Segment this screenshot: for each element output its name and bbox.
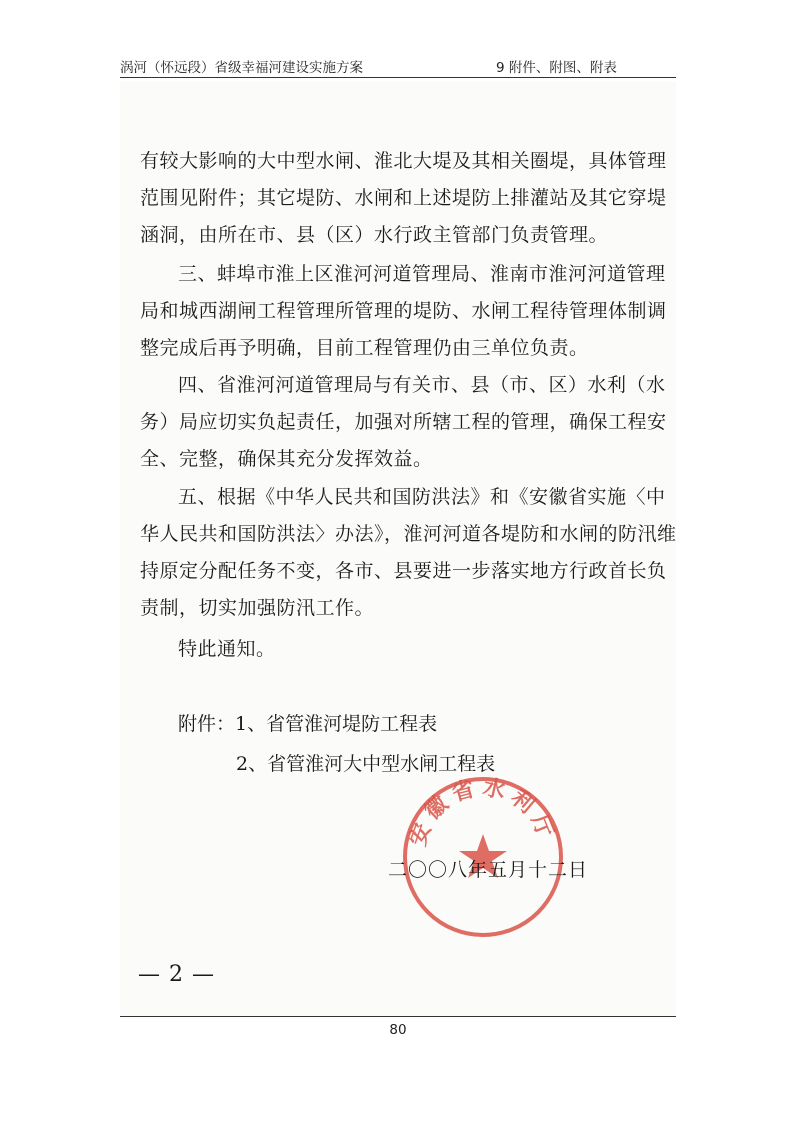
text-line: 务）局应切实负起责任，加强对所辖工程的管理，确保工程安 [140,411,667,433]
footer-page-number: 80 [389,1022,407,1038]
text-line: 五、根据《中华人民共和国防洪法》和《安徽省实施〈中 [178,486,666,508]
paragraph-management-scope [140,143,670,254]
attachment-item-1: 附件：1、省管淮河堤防工程表 [178,713,438,735]
text-line: 全、完整，确保其充分发挥效益。 [140,448,433,470]
page-header [120,54,676,76]
text-line: 局和城西湖闸工程管理所管理的堤防、水闸工程待管理体制调 [140,300,667,322]
document-date: 二〇〇八年五月十二日 [388,859,589,881]
footer-divider [120,1016,676,1017]
text-line: 持原定分配任务不变，各市、县要进一步落实地方行政首长负 [140,560,667,582]
text-line: 三、蚌埠市淮上区淮河河道管理局、淮南市淮河河道管理 [178,263,666,285]
original-page-number: — 2 — [138,962,215,987]
paragraph-item-four [140,367,670,478]
text-line: 责制，切实加强防汛工作。 [140,597,375,619]
text-line: 华人民共和国防洪法〉办法》，淮河河道各堤防和水闸的防汛维 [140,523,677,545]
seal-text-path: 安徽省水利厅 [405,775,560,850]
text-line: 四、省淮河河道管理局与有关市、县（市、区）水利（水 [178,374,666,396]
header-section-title: 9 附件、附图、附表 [496,60,617,76]
text-line: 有较大影响的大中型水闸、淮北大堤及其相关圈堤，具体管理 [140,150,667,172]
text-line: 涵洞，由所在市、县（区）水行政主管部门负责管理。 [140,224,609,246]
paragraph-item-three [140,256,670,367]
paragraph-closing [140,631,670,668]
header-document-title: 涡河（怀远段）省级幸福河建设实施方案 [120,60,363,76]
paragraph-item-five [140,479,677,627]
attachment-item-2: 2、省管淮河大中型水闸工程表 [236,753,496,775]
closing-text: 特此通知。 [178,638,276,660]
text-line: 整完成后再予明确，目前工程管理仍由三单位负责。 [140,337,589,359]
header-divider [120,77,676,78]
text-line: 范围见附件；其它堤防、水闸和上述堤防上排灌站及其它穿堤 [140,187,667,209]
